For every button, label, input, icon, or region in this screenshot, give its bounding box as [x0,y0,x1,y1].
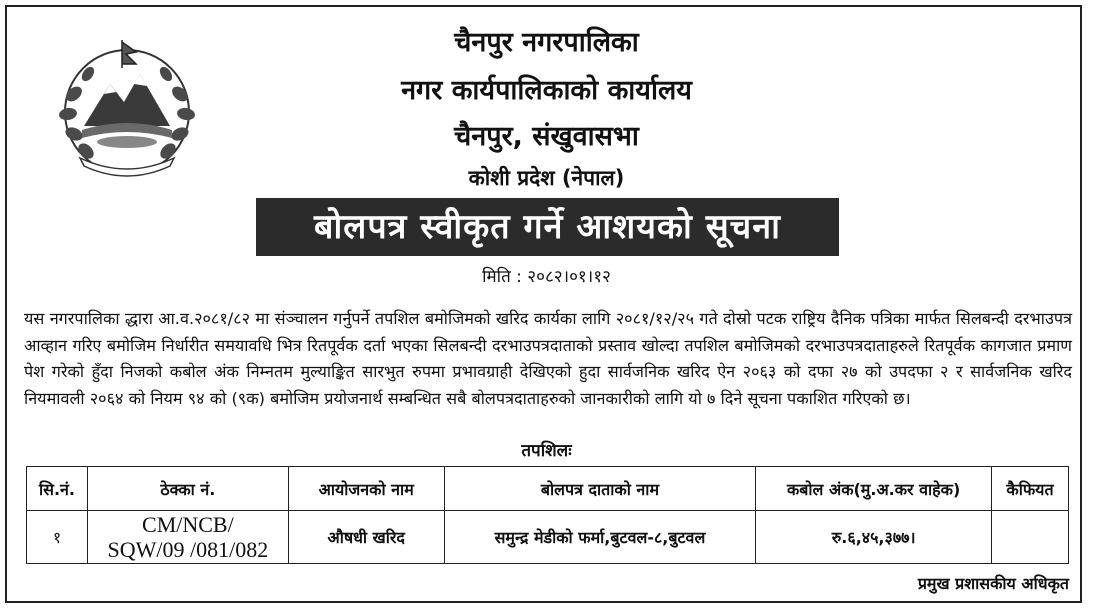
office-name: नगर कार्यपालिकाको कार्यालय [401,75,692,106]
notice-body: यस नगरपालिका द्धारा आ.व.२०८१/८२ मा संञ्चालन गर्नुपर्ने तपशिल बमोजिमको खरिद कार्यका लागि २०८१/१२/२५ गते दोस्रो पटक राष्ट्रिय दैनिक पत्रिका मार्फत सिलबन्दी दरभाउपत्र आव्हान गरिए बमोजिम निर्धारीत समयावधि भित्र रितपूर्वक दर्ता भएका सिलबन्दी दरभाउपत्रदाताको प्रस्ताव खोल्दा तपशिल बमोजिमको दरभाउपत्रदाताहरुले रितपूर्वक कागजात प्रमाण पेश गरेको हुँदा निजको कबोल अंक निम्नतम मुल्याङ्कित सारभुत रुपमा प्रभावग्राही देखिएको हुदा सार्वजनिक खरिद ऐन २०६३ को दफा २७ को उपदफा २ र सार्वजनिक खरिद नियमावली २०६४ को नियम ९४ को (९क) बमोजिम प्रयोजनार्थ सम्बन्धित सबै बोलपत्रदाताहरुको जानकारीको लागि यो ७ दिने सूचना पकाशित गरिएको छ। [24,309,1072,408]
office-location: चैनपुर, संखुवासभा [454,121,639,152]
contract-no-line2: SQW/09 /081/082 [107,537,269,562]
table-header-row [27,467,1069,511]
details-label: तपशिलः [521,441,572,461]
province-name: कोशी प्रदेश (नेपाल) [468,166,625,190]
header-sn: सि.नं. [27,467,88,511]
notice-title: बोलपत्र स्वीकृत गर्ने आशयको सूचना [256,198,839,256]
header-project-name: आयोजनको नाम [288,467,444,511]
header-bidder-name: बोलपत्र दाताको नाम [444,467,756,511]
cell-project-name: औषधी खरिद [288,511,444,564]
cell-remarks [992,511,1069,564]
cell-contract-no [87,511,288,564]
header-contract-no: ठेक्का नं. [87,467,288,511]
cell-bid-amount: रु.६,४५,३७७। [756,511,992,564]
table-row [27,511,1069,564]
cell-sn: १ [27,511,88,564]
contract-no-line1: CM/NCB/ [142,512,234,537]
header-bid-amount: कबोल अंक(मु.अ.कर वाहेक) [756,467,992,511]
cell-bidder-name: समुन्द्र मेडीको फर्मा,बुटवल-८,बुटवल [444,511,756,564]
bid-table [26,466,1069,564]
notice-date: मिति : २०८२।०१।१२ [482,267,611,287]
signatory-title: प्रमुख प्रशासकीय अधिकृत [917,574,1069,593]
municipality-name: चैनपुर नगरपालिका [454,27,639,58]
header-remarks: कैफियत [992,467,1069,511]
